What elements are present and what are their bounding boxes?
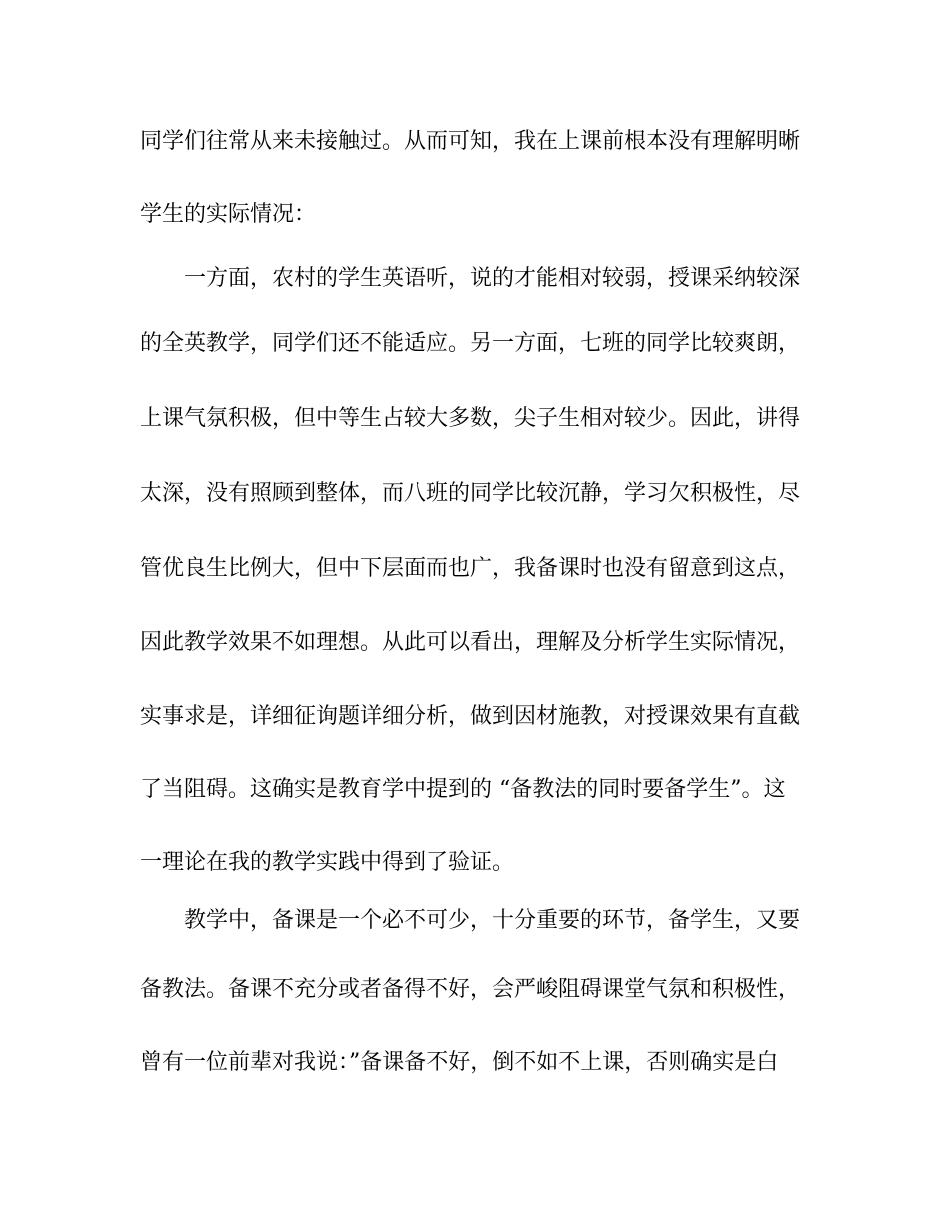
text-line-8: 因此教学效果不如理想。从此可以看出，理解及分析学生实际情况， <box>140 630 801 655</box>
text-line-9: 实事求是，详细征询题详细分析，做到因材施教，对授课效果有直截 <box>140 704 801 729</box>
text-line-13: 备教法。备课不充分或者备得不好，会严峻阻碍课堂气氛和积极性， <box>140 977 801 1002</box>
text-line-1: 同学们往常从来未接触过。从而可知，我在上课前根本没有理解明晰 <box>140 129 801 154</box>
text-line-5: 上课气氛积极，但中等生占较大多数，尖子生相对较少。因此，讲得 <box>140 406 801 431</box>
paragraph-2-line-1: 教学中，备课是一个必不可少，十分重要的环节，备学生，又要 <box>184 908 801 933</box>
text-line-2: 学生的实际情况： <box>140 202 317 227</box>
text-line-10: 了当阻碍。这确实是教育学中提到的 “备教法的同时要备学生”。这 <box>140 777 786 802</box>
text-line-6: 太深，没有照顾到整体，而八班的同学比较沉静，学习欠积极性，尽 <box>140 481 801 506</box>
paragraph-1-line-1: 一方面，农村的学生英语听，说的才能相对较弱，授课采纳较深 <box>184 266 801 291</box>
text-line-4: 的全英教学，同学们还不能适应。另一方面，七班的同学比较爽朗， <box>140 331 801 356</box>
text-line-11: 一理论在我的教学实践中得到了验证。 <box>140 850 515 875</box>
text-line-14: 曾有一位前辈对我说：”备课备不好，倒不如不上课，否则确实是白 <box>140 1050 779 1075</box>
text-line-7: 管优良生比例大，但中下层面而也广，我备课时也没有留意到这点， <box>140 556 801 581</box>
